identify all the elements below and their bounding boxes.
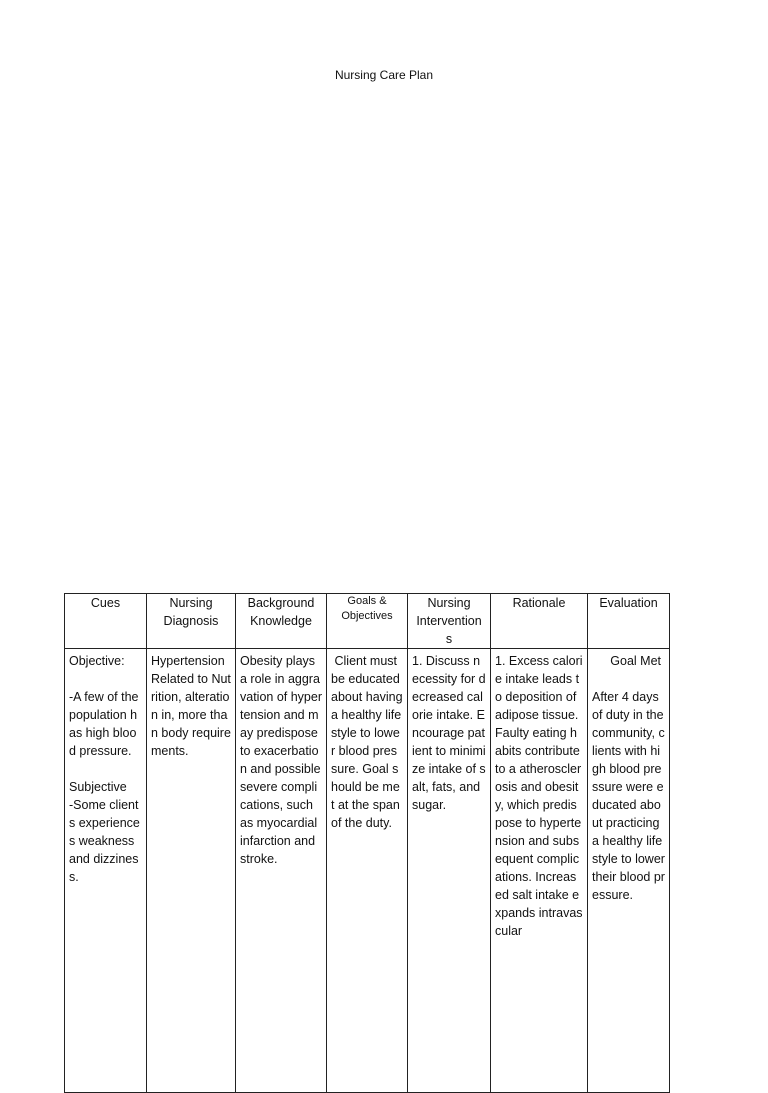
header-evaluation: Evaluation <box>588 594 670 649</box>
cell-cues: Objective: -A few of the population has high blood pressure. Subjective -Some clients experience s weakness and dizziness. <box>65 649 147 1093</box>
page-title: Nursing Care Plan <box>334 68 434 82</box>
header-goals-objectives: Goals & Objectives <box>327 594 408 649</box>
cell-nursing-diagnosis: Hypertension Related to Nutrition, alteration in, more than body requirements. <box>147 649 236 1093</box>
evaluation-status: Goal Met <box>610 654 661 668</box>
cell-background-knowledge: Obesity plays a role in aggravation of hypertension and may predispose to exacerbation and possible severe complications, such as myocardial infarction and stroke. <box>236 649 327 1093</box>
cell-rationale: 1. Excess calorie intake leads to deposition of adipose tissue. Faulty eating habits contribute to a atherosclerosis and obesity, which predispose to hypertension and subsequent complications. Increased salt intake expands intravascular <box>491 649 588 1093</box>
care-plan-table <box>64 593 670 1093</box>
table-header-row <box>65 594 670 649</box>
header-rationale: Rationale <box>491 594 588 649</box>
header-cues: Cues <box>65 594 147 649</box>
cell-evaluation <box>588 649 670 1093</box>
header-nursing-interventions: Nursing Intervention s <box>408 594 491 649</box>
header-background-knowledge: Background Knowledge <box>236 594 327 649</box>
table-row <box>65 649 670 1093</box>
header-nursing-diagnosis: Nursing Diagnosis <box>147 594 236 649</box>
evaluation-text: After 4 days of duty in the community, clients with high blood pressure were educated about practicing a healthy lifestyle to lower their blood pressure. <box>592 690 665 902</box>
cell-nursing-interventions: 1. Discuss necessity for decreased calorie intake. Encourage patient to minimize intake of salt, fats, and sugar. <box>408 649 491 1093</box>
cell-goals-objectives: Client must be educated about having a healthy lifestyle to lower blood pressure. Goal should be met at the span of the duty. <box>327 649 408 1093</box>
